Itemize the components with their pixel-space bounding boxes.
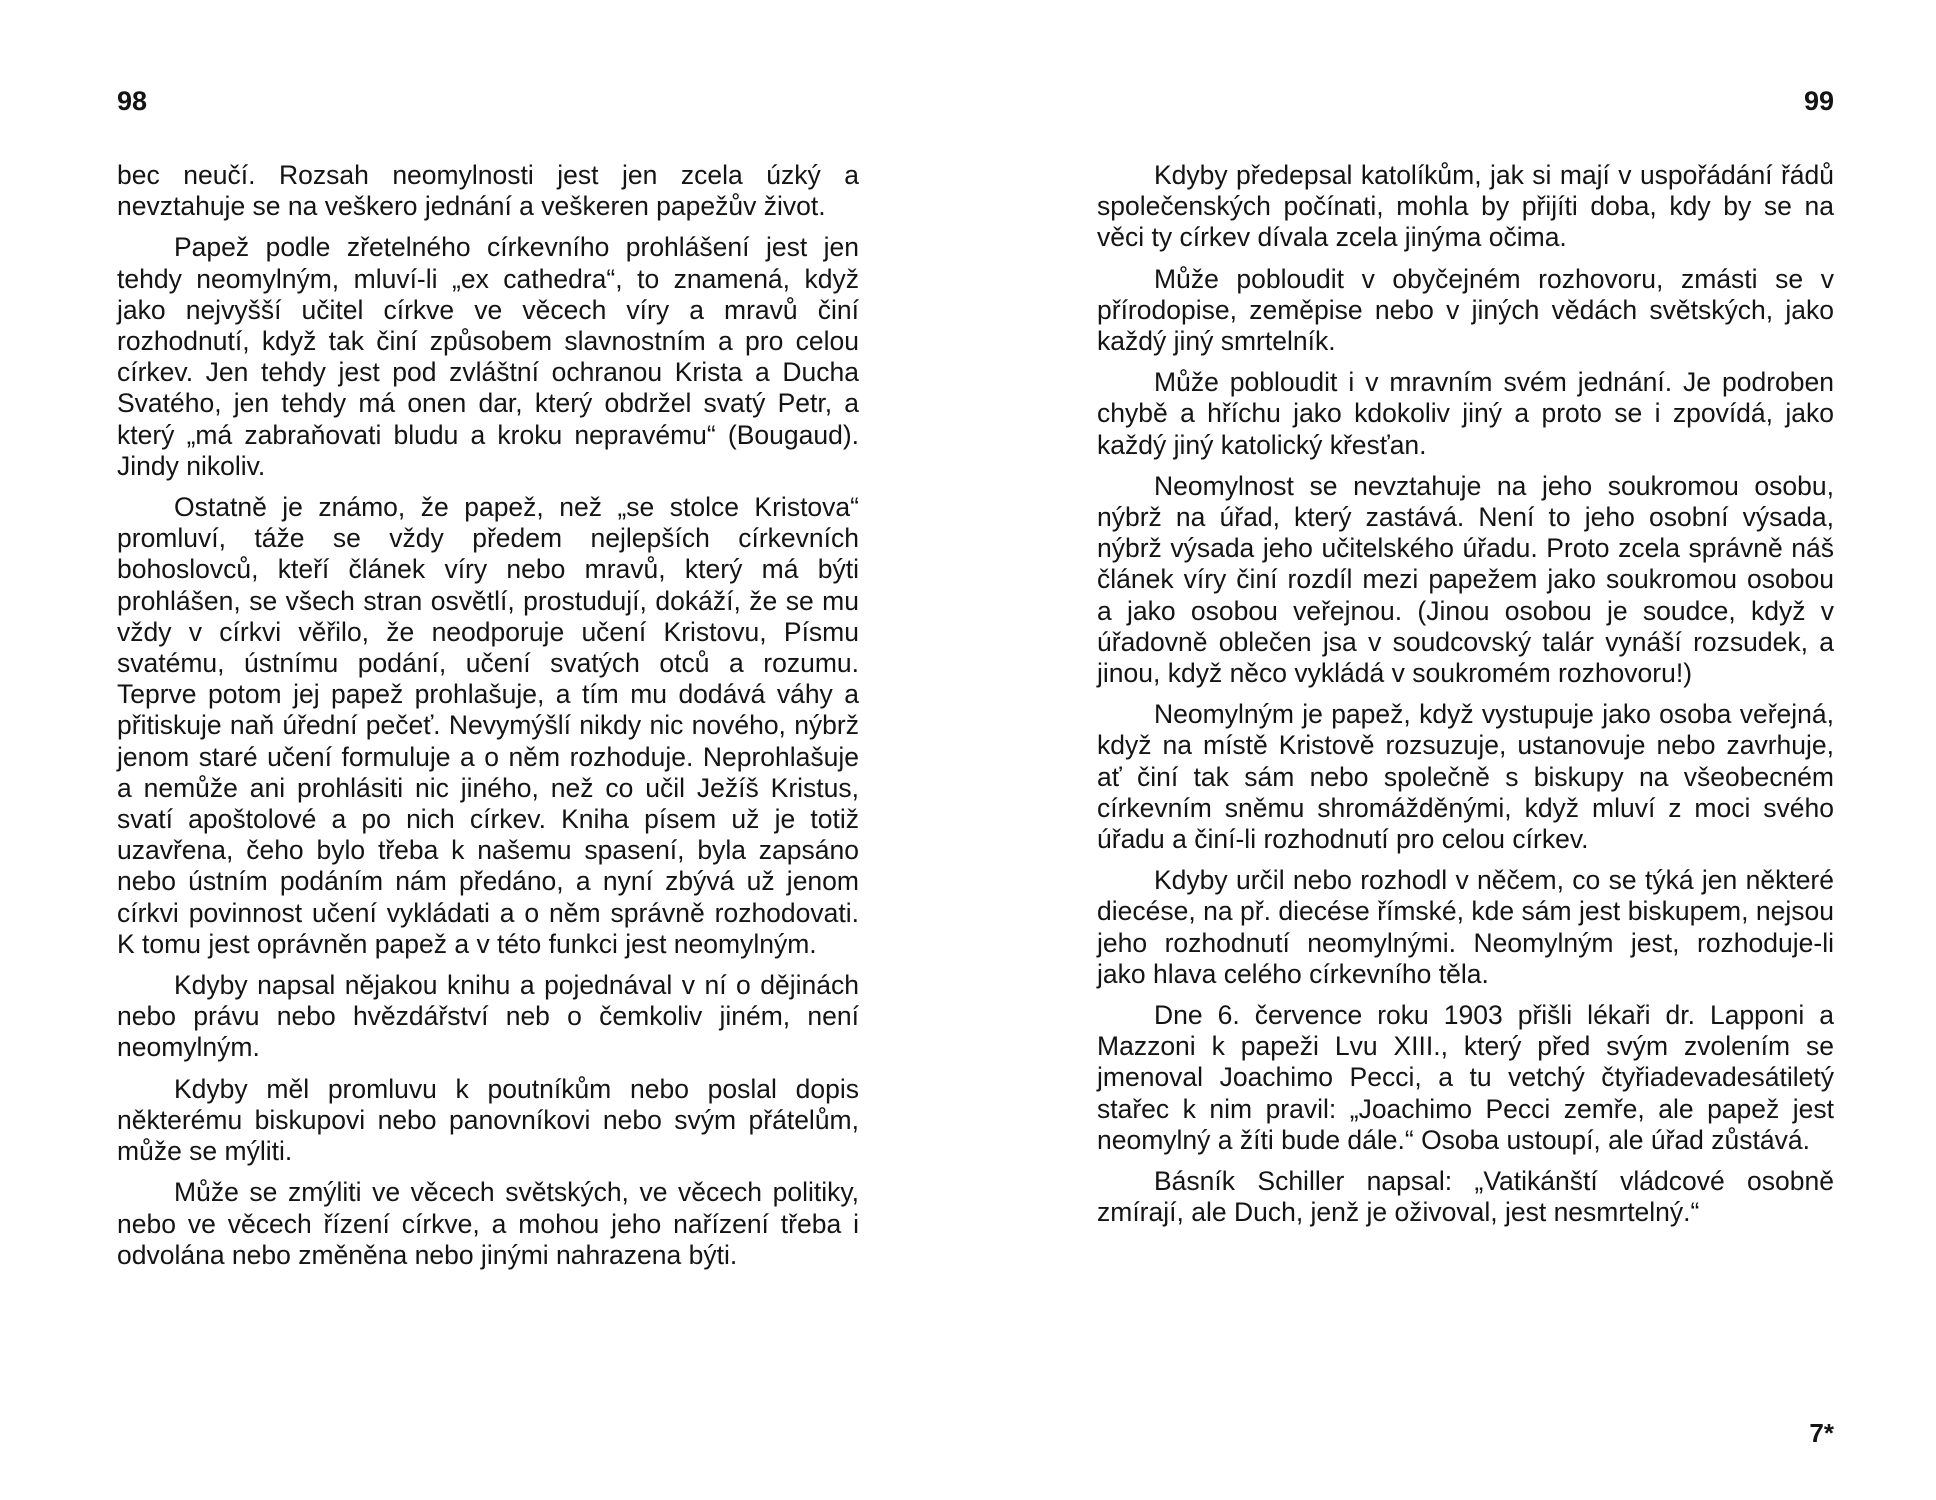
page-number-left: 98 xyxy=(117,86,148,116)
paragraph: Kdyby předepsal katolíkům, jak si mají v uspořádání řádů společenských počínati, mohla by přijíti doba, kdy by se na věci ty církev dívala zcela jinýma očima. xyxy=(1097,160,1834,253)
paragraph: Kdyby napsal nějakou knihu a pojednával v ní o dějinách nebo právu nebo hvězdářství neb o čemkoliv jiném, není neomylným. xyxy=(117,970,859,1063)
paragraph: Může pobloudit i v mravním svém jednání. Je podroben chybě a hříchu jako kdokoliv jiný a proto se i zpovídá, jako každý jiný katolický křesťan. xyxy=(1097,367,1834,460)
paragraph: Básník Schiller napsal: „Vatikánští vládcové osobně zmírají, ale Duch, jenž je oživoval, jest nesmrtelný.“ xyxy=(1097,1166,1834,1228)
paragraph: Dne 6. července roku 1903 přišli lékaři dr. Lapponi a Mazzoni k papeži Lvu XIII., který před svým zvolením se jmenoval Joachimo Pecci, a tu vetchý čtyřiadevadesátiletý stařec k nim pravil: „Joachimo Pecci zemře, ale papež jest neomylný a žíti bude dále.“ Osoba ustoupí, ale úřad zůstává. xyxy=(1097,1000,1834,1155)
paragraph: Může pobloudit v obyčejném rozhovoru, zmásti se v přírodopise, zeměpise nebo v jiných vědách světských, jako každý jiný smrtelník. xyxy=(1097,263,1834,357)
right-page-text xyxy=(1097,160,1834,1239)
paragraph: Ostatně je známo, že papež, než „se stolce Kristova“ promluví, táže se vždy předem nejlepších církevních bohoslovců, kteří článek víry nebo mravů, který má býti prohlášen, se všech stran osvětlí, prostudují, dokáží, že se mu vždy v církvi věřilo, že neodporuje učení Kristovu, Písmu svatému, ústnímu podání, učení svatých otců a rozumu. Teprve potom jej papež prohlašuje, a tím mu dodává váhy a přitiskuje naň úřední pečeť. Nevymýšlí nikdy nic nového, nýbrž jenom staré učení formuluje a o něm rozhoduje. Neprohlašuje a nemůže ani prohlásiti nic jiného, než co učil Ježíš Kristus, svatí apoštolové a po nich církev. Kniha písem už je totiž uzavřena, čeho bylo třeba k našemu spasení, byla zapsáno nebo ústním podáním nám předáno, a nyní zbývá už jenom církvi povinnost učení vykládati a o něm správně rozhodovati. K tomu jest oprávněn papež a v této funkci jest neomylným. xyxy=(117,492,859,959)
paragraph: Neomylným je papež, když vystupuje jako osoba veřejná, když na místě Kristově rozsuzuje, ustanovuje nebo zavrhuje, ať činí tak sám nebo společně s biskupy na všeobecném církevním sněmu shromážděnými, když mluví z moci svého úřadu a činí-li rozhodnutí pro celou církev. xyxy=(1097,699,1834,855)
left-page xyxy=(117,0,859,1500)
paragraph: Neomylnost se nevztahuje na jeho soukromou osobu, nýbrž na úřad, který zastává. Není to jeho osobní výsada, nýbrž výsada jeho učitelského úřadu. Proto zcela správně náš článek víry činí rozdíl mezi papežem jako soukromou osobou a jako osobou veřejnou. (Jinou osobou je soudce, když v úřadovně oblečen jsa v soudcovský talár vynáší rozsudek, a jinou, když něco vykládá v soukromém rozhovoru!) xyxy=(1097,470,1834,689)
paragraph: Papež podle zřetelného církevního prohlášení jest jen tehdy neomylným, mluví-li „ex cathedra“, to znamená, když jako nejvyšší učitel církve ve věcech víry a mravů činí rozhodnutí, když tak činí způsobem slavnostním a pro celou církev. Jen tehdy jest pod zvláštní ochranou Krista a Ducha Svatého, jen tehdy má onen dar, který obdržel svatý Petr, a který „má zabraňovati bludu a kroku nepravému“ (Bougaud). Jindy nikoliv. xyxy=(117,232,859,481)
paragraph: Kdyby měl promluvu k poutníkům nebo poslal dopis některému biskupovi nebo panovníkovi nebo svým přátelům, může se mýliti. xyxy=(117,1073,859,1167)
left-page-text xyxy=(117,160,859,1281)
right-page xyxy=(1097,0,1834,1500)
page-number-right: 99 xyxy=(1803,86,1834,116)
paragraph: bec neučí. Rozsah neomylnosti jest jen zcela úzký a nevztahuje se na veškero jednání a veškeren papežův život. xyxy=(117,160,859,222)
paragraph: Kdyby určil nebo rozhodl v něčem, co se týká jen některé diecése, na př. diecése římské, kde sám jest biskupem, nejsou jeho rozhodnutí neomylnými. Neomylným jest, rozhoduje-li jako hlava celého církevního těla. xyxy=(1097,865,1834,989)
signature-mark: 7* xyxy=(1809,1418,1834,1448)
paragraph: Může se zmýliti ve věcech světských, ve věcech politiky, nebo ve věcech řízení církve, a mohou jeho nařízení třeba i odvolána nebo změněna nebo jinými nahrazena býti. xyxy=(117,1177,859,1270)
